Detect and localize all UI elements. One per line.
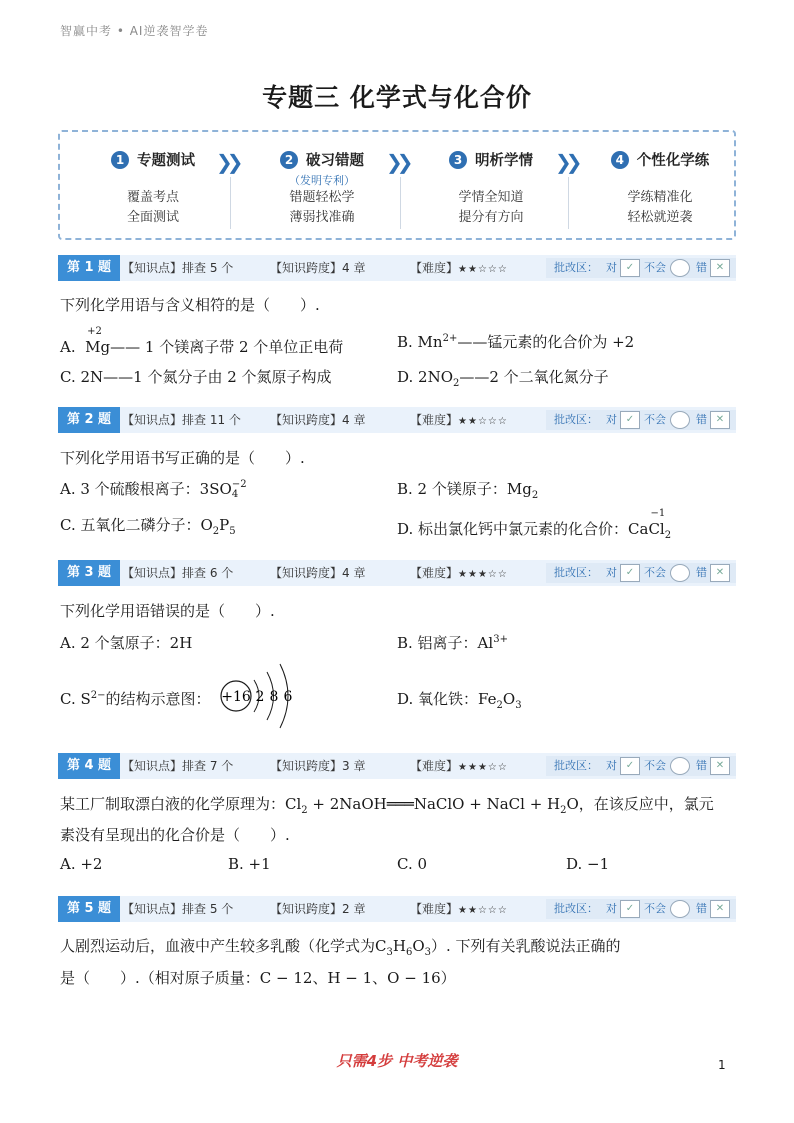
grade-label: 批改区： [554, 759, 598, 772]
question-bar-4 [58, 753, 736, 779]
grade-right-label: 对 [606, 261, 617, 274]
step-line: 轻松就逆袭 [627, 210, 693, 225]
grade-right-label: 对 [606, 759, 617, 772]
step-line: 错题轻松学 [289, 190, 355, 205]
option-prefix: B. Mn [397, 333, 443, 351]
option-a: A. 2 个氢原子：2H [60, 634, 193, 652]
option-c [60, 688, 211, 709]
option-c [60, 514, 236, 537]
option-b [397, 331, 634, 352]
check-box[interactable]: ✓ [620, 757, 640, 775]
question-stem-cont: 是（ ）.（相对原子质量：C − 12、H − 1、O − 16） [60, 969, 456, 987]
subscript: 2 [664, 530, 672, 541]
grade-wrong-label: 错 [696, 566, 707, 579]
question-stem: 下列化学用语错误的是（ ）. [60, 602, 275, 620]
question-bar-1 [58, 255, 736, 281]
page-title: 专题三 化学式与化合价 [262, 83, 532, 112]
grading-area [546, 258, 736, 278]
chevron-right-icon: ❯❯ [216, 150, 238, 174]
kp-value: 排查 6 个 [182, 566, 234, 580]
option-d [397, 688, 522, 711]
step-line: 学练精准化 [627, 190, 693, 205]
stem-text: ）. 下列有关乳酸说法正确的 [431, 937, 621, 955]
kp-value: 排查 5 个 [182, 902, 234, 916]
element-symbol: O [502, 690, 516, 708]
header-brand: 智赢中考 • AI逆袭智学卷 [60, 24, 209, 38]
difficulty-stars: ★★★☆☆ [458, 569, 508, 580]
cross-box[interactable]: ✕ [710, 411, 730, 429]
difficulty-stars: ★★☆☆☆ [458, 416, 508, 427]
subscript: 2 [560, 805, 567, 816]
shell-electron-count: 6 [283, 689, 293, 705]
cross-box[interactable]: ✕ [710, 757, 730, 775]
subscript: 3 [515, 700, 522, 711]
unsure-box[interactable] [670, 259, 690, 277]
grade-label: 批改区： [554, 902, 598, 915]
grade-right-label: 对 [606, 413, 617, 426]
option-b [397, 478, 538, 501]
question-bar-5 [58, 896, 736, 922]
kp-label: 【知识点】 [122, 759, 183, 773]
option-text: 的结构示意图： [105, 690, 211, 708]
chevron-right-icon: ❯❯ [386, 150, 408, 174]
grade-unsure-label: 不会 [644, 261, 666, 274]
grade-wrong-label: 错 [696, 261, 707, 274]
kp-label: 【知识点】 [122, 413, 183, 427]
step-line: 薄弱找准确 [289, 210, 355, 225]
divider [230, 177, 231, 229]
kp-value: 排查 7 个 [182, 759, 234, 773]
subscript: 2 [496, 700, 503, 711]
option-d [397, 366, 609, 389]
page-number: 1 [718, 1058, 726, 1072]
option-b: B. +1 [228, 855, 271, 873]
option-text: ——2 个二氧化氮分子 [459, 368, 609, 386]
grade-unsure-label: 不会 [644, 413, 666, 426]
subscript: 6 [405, 947, 413, 958]
subscript: 4 [231, 489, 239, 500]
kp-value: 排查 11 个 [182, 413, 241, 427]
charge: 2− [90, 690, 106, 701]
question-stem: 下列化学用语与含义相符的是（ ）. [60, 296, 320, 314]
grade-wrong-label: 错 [696, 902, 707, 915]
nucleus-charge: +16 [221, 689, 251, 705]
option-prefix: A. 3 个硫酸根离子：3SO [60, 480, 232, 498]
atom-structure-diagram [216, 660, 306, 732]
grade-unsure-label: 不会 [644, 566, 666, 579]
span-value: 4 章 [342, 261, 366, 275]
kp-label: 【知识点】 [122, 902, 183, 916]
step-sub [78, 172, 228, 186]
element-symbol: P [219, 516, 230, 534]
question-number: 第 3 题 [58, 560, 120, 586]
question-number: 第 1 题 [58, 255, 120, 281]
span-label: 【知识跨度】 [270, 261, 343, 275]
subscript: 2 [531, 490, 539, 501]
charge: 3+ [493, 634, 508, 645]
grade-unsure-label: 不会 [644, 902, 666, 915]
step-2 [247, 149, 397, 228]
grading-area [546, 410, 736, 430]
subscript: 2 [453, 378, 460, 389]
question-stem-cont: 素没有呈现出的化合价是（ ）. [60, 826, 290, 844]
step-line: 学情全知道 [458, 190, 524, 205]
difficulty-label: 【难度】 [410, 566, 459, 580]
subscript: 2 [301, 805, 308, 816]
stem-text: 人剧烈运动后，血液中产生较多乳酸（化学式为C [60, 937, 387, 955]
span-value: 3 章 [342, 759, 366, 773]
question-stem: 下列化学用语书写正确的是（ ）. [60, 449, 305, 467]
step-sub: （发明专利） [289, 174, 355, 187]
step-label: 破习错题 [306, 153, 364, 169]
span-label: 【知识跨度】 [270, 902, 343, 916]
question-stem [60, 793, 714, 816]
grade-label: 批改区： [554, 413, 598, 426]
cross-box[interactable]: ✕ [710, 900, 730, 918]
element-symbol: H [392, 937, 406, 955]
unsure-box[interactable] [670, 757, 690, 775]
subscript: 5 [229, 526, 236, 537]
question-bar-2 [58, 407, 736, 433]
option-c: C. 2N——1 个氮分子由 2 个氮原子构成 [60, 368, 332, 386]
span-label: 【知识跨度】 [270, 413, 343, 427]
difficulty-stars: ★★☆☆☆ [458, 905, 508, 916]
question-bar-3 [58, 560, 736, 586]
option-prefix: D. 氧化铁：Fe [397, 690, 497, 708]
grading-area [546, 899, 736, 919]
span-label: 【知识跨度】 [270, 759, 343, 773]
step-label: 个性化学练 [636, 153, 710, 169]
difficulty-label: 【难度】 [410, 902, 459, 916]
step-sub [585, 172, 735, 186]
step-1 [78, 149, 228, 228]
step-number: 4 [611, 151, 629, 169]
difficulty-stars: ★★★☆☆ [458, 762, 508, 773]
kp-label: 【知识点】 [122, 261, 183, 275]
difficulty-label: 【难度】 [410, 261, 459, 275]
stem-text: 某工厂制取漂白液的化学原理为：Cl [60, 795, 302, 813]
step-label: 专题测试 [137, 153, 195, 169]
option-d [397, 508, 672, 541]
option-c: C. 0 [397, 855, 428, 873]
option-d: D. −1 [566, 855, 610, 873]
grading-area [546, 563, 736, 583]
valence-mark: +2 [87, 326, 102, 337]
option-a: A. +2 [60, 855, 103, 873]
option-b [397, 632, 508, 653]
option-prefix: C. S [60, 690, 91, 708]
kp-value: 排查 5 个 [182, 261, 234, 275]
charge: 2+ [442, 333, 458, 344]
subscript: 2 [212, 526, 220, 537]
option-prefix: D. 2NO [397, 368, 453, 386]
option-prefix: B. 铝离子：Al [397, 634, 494, 652]
step-4 [585, 149, 735, 228]
kp-label: 【知识点】 [122, 566, 183, 580]
grade-wrong-label: 错 [696, 413, 707, 426]
step-number: 1 [111, 151, 129, 169]
steps-box [58, 130, 736, 240]
unsure-box[interactable] [670, 900, 690, 918]
option-prefix: A. [60, 338, 76, 356]
step-line: 提分有方向 [458, 210, 524, 225]
unsure-box[interactable] [670, 564, 690, 582]
step-number: 3 [449, 151, 467, 169]
step-number: 2 [280, 151, 298, 169]
grade-wrong-label: 错 [696, 759, 707, 772]
cross-box[interactable]: ✕ [710, 564, 730, 582]
option-prefix: D. 标出氯化钙中氯元素的化合价：Ca [397, 520, 649, 538]
unsure-box[interactable] [670, 411, 690, 429]
difficulty-label: 【难度】 [410, 413, 459, 427]
grade-right-label: 对 [606, 902, 617, 915]
grade-right-label: 对 [606, 566, 617, 579]
question-number: 第 4 题 [58, 753, 120, 779]
stem-text: O，在该反应中，氯元 [566, 795, 714, 813]
option-a [60, 326, 344, 357]
divider [568, 177, 569, 229]
subscript: 3 [424, 947, 432, 958]
subscript: 3 [386, 947, 393, 958]
span-label: 【知识跨度】 [270, 566, 343, 580]
question-stem [60, 935, 621, 958]
shell-electron-count: 2 [255, 689, 265, 705]
footer-logo: 只需4步 中考逆袭 [336, 1052, 458, 1070]
check-box[interactable]: ✓ [620, 564, 640, 582]
grade-label: 批改区： [554, 566, 598, 579]
grade-unsure-label: 不会 [644, 759, 666, 772]
grade-label: 批改区： [554, 261, 598, 274]
valence-mark: −1 [650, 508, 666, 519]
option-text: —— 1 个镁离子带 2 个单位正电荷 [110, 338, 344, 356]
span-value: 2 章 [342, 902, 366, 916]
element-symbol: Cl [648, 520, 665, 538]
shell-electron-count: 8 [269, 689, 279, 705]
check-box[interactable]: ✓ [620, 900, 640, 918]
step-3 [416, 149, 566, 228]
stem-text: + 2NaOH═══NaClO + NaCl + H [307, 795, 561, 813]
option-text: ——锰元素的化合价为 +2 [457, 333, 635, 351]
divider [400, 177, 401, 229]
charge: −2 [231, 479, 247, 490]
grading-area [546, 756, 736, 776]
option-prefix: B. 2 个镁原子：Mg [397, 480, 532, 498]
step-line: 全面测试 [126, 210, 179, 225]
check-box[interactable]: ✓ [620, 411, 640, 429]
chevron-right-icon: ❯❯ [555, 150, 577, 174]
step-label: 明析学情 [475, 153, 533, 169]
step-line: 覆盖考点 [126, 190, 179, 205]
question-number: 第 5 题 [58, 896, 120, 922]
cross-box[interactable]: ✕ [710, 259, 730, 277]
element-symbol: O [412, 937, 425, 955]
check-box[interactable]: ✓ [620, 259, 640, 277]
option-prefix: C. 五氧化二磷分子：O [60, 516, 213, 534]
difficulty-stars: ★★☆☆☆ [458, 264, 508, 275]
span-value: 4 章 [342, 566, 366, 580]
span-value: 4 章 [342, 413, 366, 427]
element-symbol: Mg [85, 338, 111, 356]
option-a [60, 478, 247, 500]
question-number: 第 2 题 [58, 407, 120, 433]
difficulty-label: 【难度】 [410, 759, 459, 773]
step-sub [416, 172, 566, 186]
